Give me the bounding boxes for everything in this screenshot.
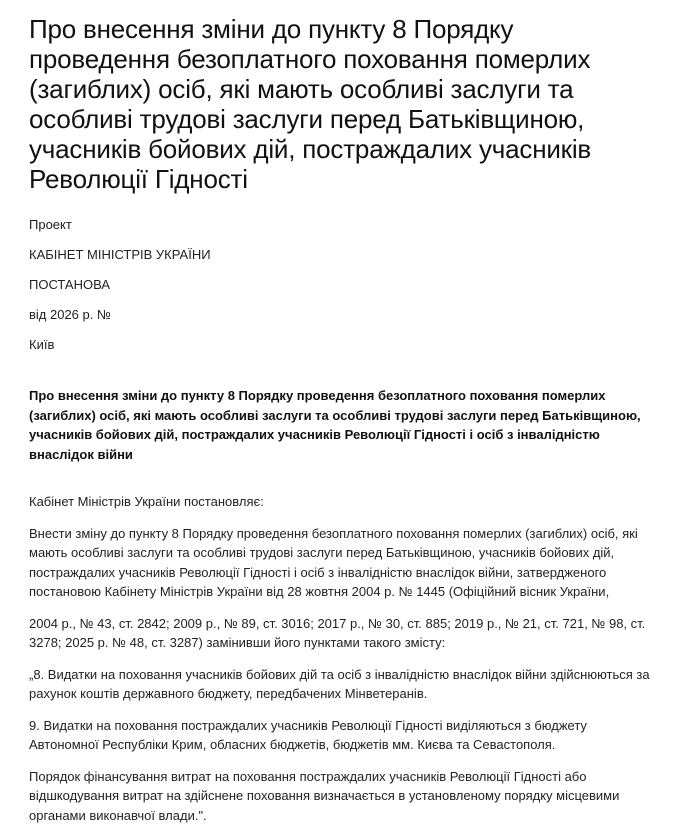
draft-status-label: Проект <box>29 216 658 234</box>
resolution-subtitle: Про внесення зміни до пункту 8 Порядку проведення безоплатного поховання померлих (загиблих) осіб, які мають особливі заслуги та особливі трудові заслуги перед Батьківщиною, учасників бойових дій, постраждалих учасників Революції Гідності і осіб з інвалідністю внаслідок війни <box>29 386 658 464</box>
paragraph-amendment: Внести зміну до пункту 8 Порядку проведення безоплатного поховання померлих (загиблих) осіб, які мають особливі заслуги та особливі трудові заслуги перед Батьківщиною, учасників бойових дій, постраждалих учасників Революції Гідності і осіб з інвалідністю внаслідок війни, затвердженого постановою Кабінету Міністрів України від 28 жовтня 2004 р. № 1445 (Офіційний вісник України, <box>29 524 658 602</box>
paragraph-point-9: 9. Видатки на поховання постраждалих учасників Революції Гідності виділяються з бюджету Автономної Республіки Крим, обласних бюджетів, бюджетів мм. Києва та Севастополя. <box>29 716 658 755</box>
paragraph-funding-procedure: Порядок фінансування витрат на поховання постраждалих учасників Революції Гідності або відшкодування витрат на здійснене поховання визначається в установленому порядку місцевими органами виконавчої влади.". <box>29 767 658 825</box>
issuing-body: КАБІНЕТ МІНІСТРІВ УКРАЇНИ <box>29 246 658 264</box>
date-number-line: від 2026 р. № <box>29 306 658 324</box>
paragraph-citation: 2004 р., № 43, ст. 2842; 2009 р., № 89, ст. 3016; 2017 р., № 30, ст. 885; 2019 р., № 21, ст. 721, № 98, ст. 3278; 2025 р. № 48, ст. 3287) замінивши його пунктами такого змісту: <box>29 614 658 653</box>
city: Київ <box>29 336 658 354</box>
paragraph-point-8: „8. Видатки на поховання учасників бойових дій та осіб з інвалідністю внаслідок війни здійснюються за рахунок коштів державного бюджету, передбачених Мінветеранів. <box>29 665 658 704</box>
paragraph-preamble: Кабінет Міністрів України постановляє: <box>29 492 658 512</box>
page-title: Про внесення зміни до пункту 8 Порядку проведення безоплатного поховання померлих (загиблих) осіб, які мають особливі заслуги та особливі трудові заслуги перед Батьківщиною, учасників бойових дій, постраждалих учасників Революції Гідності <box>29 14 658 194</box>
act-type: ПОСТАНОВА <box>29 276 658 294</box>
